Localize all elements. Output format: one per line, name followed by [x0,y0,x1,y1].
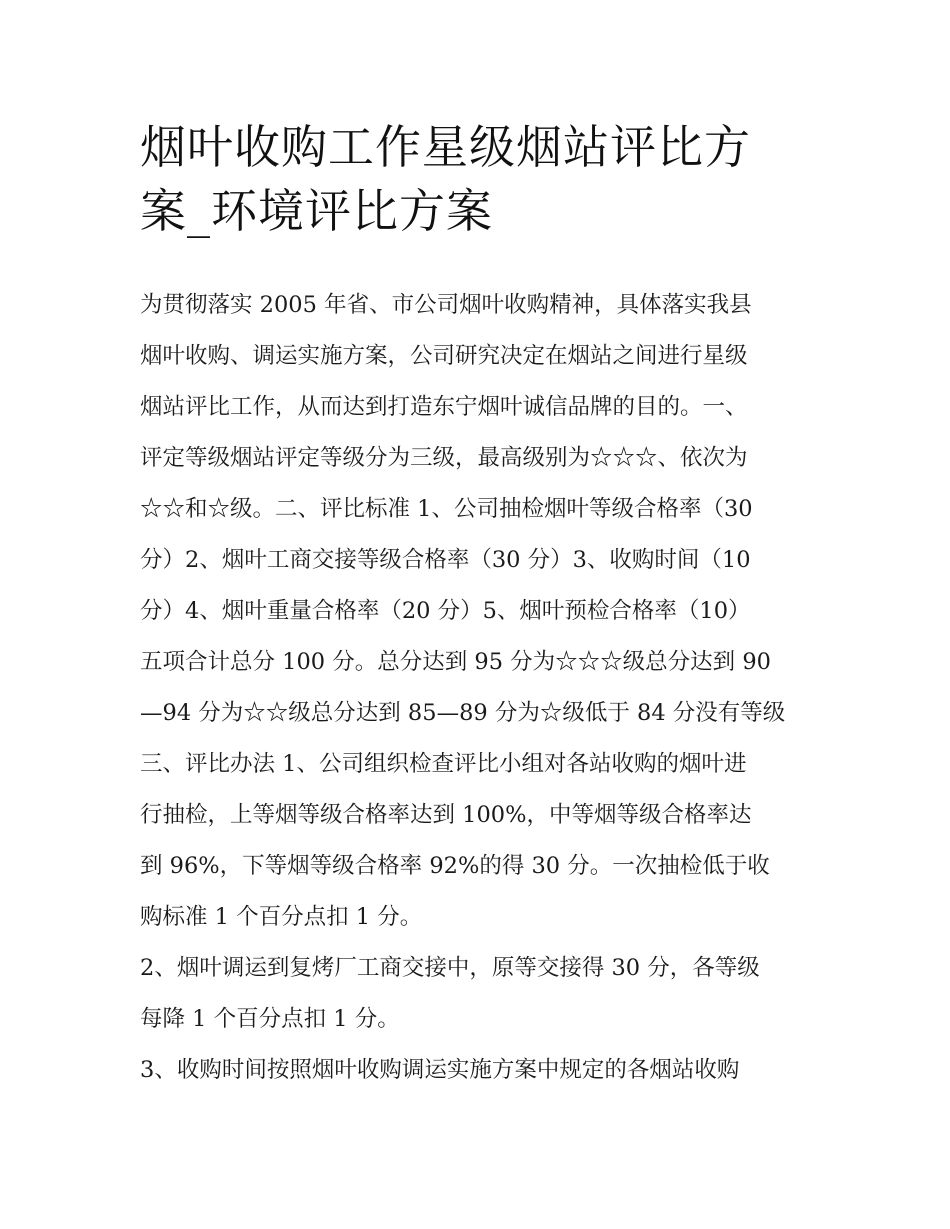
text-line: 分）2、烟叶工商交接等级合格率（30 分）3、收购时间（10 [140,547,751,573]
paragraph-2 [140,943,812,1045]
text-line: 三、评比办法 1、公司组织检查评比小组对各站收购的烟叶进 [140,751,747,777]
text-line: 3、收购时间按照烟叶收购调运实施方案中规定的各烟站收购 [140,1057,740,1083]
paragraph-1 [140,280,812,943]
title-line-2: 案_环境评比方案 [140,184,493,238]
text-line: 五项合计总分 100 分。总分达到 95 分为☆☆☆级总分达到 90 [140,649,771,675]
text-line: 评定等级烟站评定等级分为三级，最高级别为☆☆☆、依次为 [140,445,748,471]
text-line: 分）4、烟叶重量合格率（20 分）5、烟叶预检合格率（10） [140,598,751,624]
text-line: 为贯彻落实 2005 年省、市公司烟叶收购精神，具体落实我县 [140,292,752,318]
paragraph-3 [140,1045,812,1096]
text-line: 购标准 1 个百分点扣 1 分。 [140,904,423,930]
title-line-1: 烟叶收购工作星级烟站评比方 [140,120,751,174]
text-line: 烟叶收购、调运实施方案，公司研究决定在烟站之间进行星级 [140,343,748,369]
document-body [140,280,812,1096]
text-line: 到 96%，下等烟等级合格率 92%的得 30 分。一次抽检低于收 [140,853,770,879]
document-title [140,115,820,243]
text-line: 烟站评比工作，从而达到打造东宁烟叶诚信品牌的目的。一、 [140,394,748,420]
text-line: 每降 1 个百分点扣 1 分。 [140,1006,400,1032]
text-line: —94 分为☆☆级总分达到 85—89 分为☆级低于 84 分没有等级 [140,700,786,726]
text-line: ☆☆和☆级。二、评比标准 1、公司抽检烟叶等级合格率（30 [140,496,753,522]
text-line: 2、烟叶调运到复烤厂工商交接中，原等交接得 30 分，各等级 [140,955,760,981]
text-line: 行抽检，上等烟等级合格率达到 100%，中等烟等级合格率达 [140,802,752,828]
